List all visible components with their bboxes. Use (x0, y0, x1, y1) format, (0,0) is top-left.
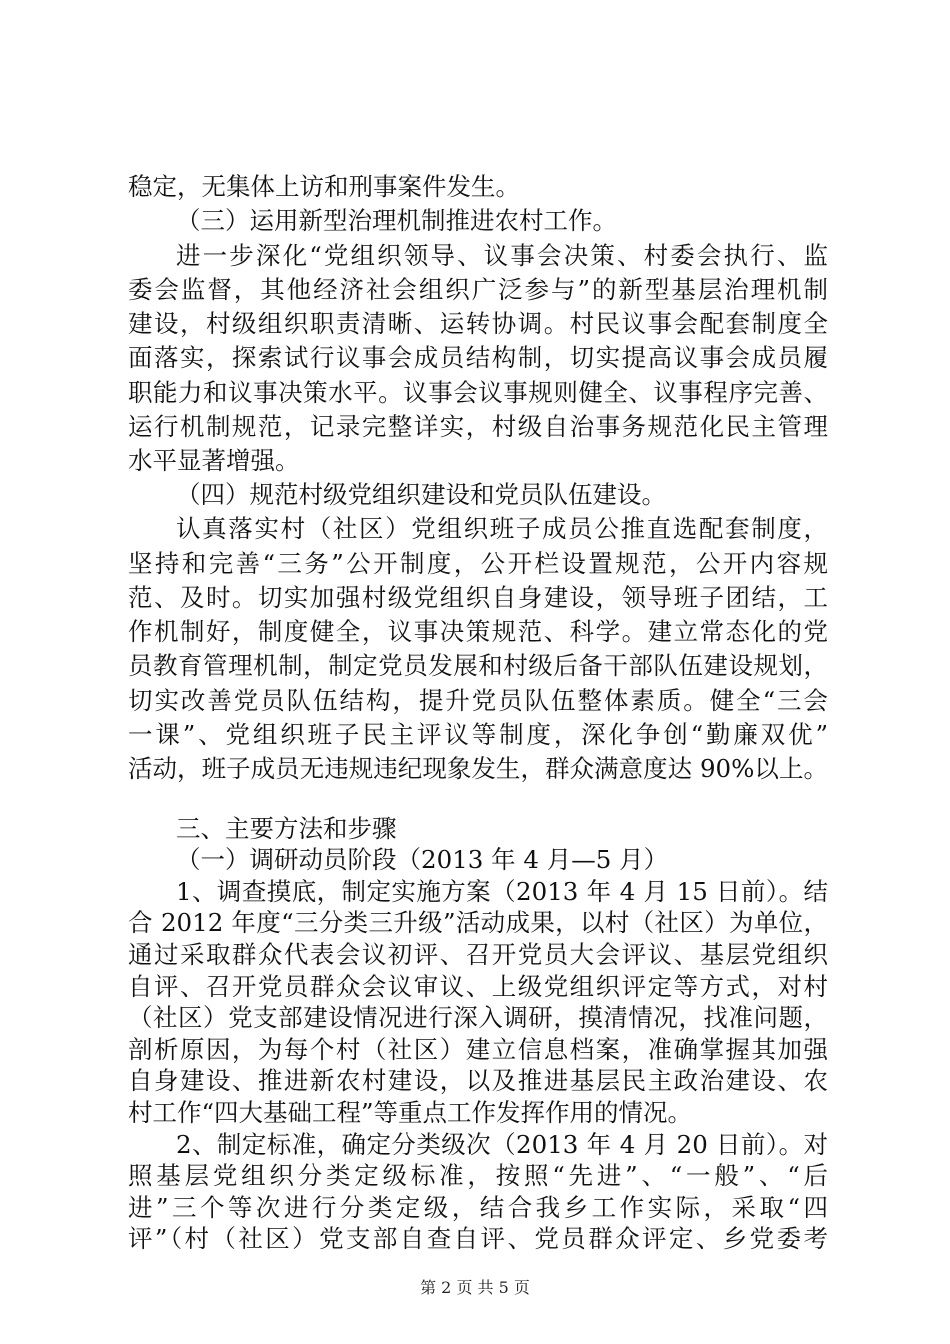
paragraph-line: 范、及时。切实加强村级党组织自身建设，领导班子团结，工 (128, 583, 828, 612)
paragraph-line: 村工作“四大基础工程”等重点工作发挥作用的情况。 (128, 1098, 693, 1127)
paragraph-line: 2、制定标准，确定分类级次（2013 年 4 月 20 日前）。对 (176, 1130, 828, 1159)
paragraph-line: 一课”、党组织班子民主评议等制度，深化争创“勤廉双优” (128, 720, 828, 749)
paragraph-line: 运行机制规范，记录完整详实，村级自治事务规范化民主管理 (128, 412, 828, 441)
page-number-label: 第 2 页 共 5 页 (420, 1278, 530, 1297)
paragraph-line: 自身建设、推进新农村建设，以及推进基层民主政治建设、农 (128, 1066, 828, 1095)
paragraph-line: 委会监督，其他经济社会组织广泛参与”的新型基层治理机制 (128, 275, 828, 304)
paragraph-line: 照基层党组织分类定级标准，按照“先进”、“一般”、“后 (128, 1161, 828, 1190)
section-heading: （三）运用新型治理机制推进农村工作。 (176, 206, 617, 235)
paragraph-line: 进一步深化“党组织领导、议事会决策、村委会执行、监 (176, 241, 828, 270)
paragraph-line: 进”三个等次进行分类定级，结合我乡工作实际，采取“四 (128, 1193, 828, 1222)
paragraph-line: 认真落实村（社区）党组织班子成员公推直选配套制度， (176, 514, 828, 543)
paragraph-line: 自评、召开党员群众会议审议、上级党组织评定等方式，对村 (128, 972, 828, 1001)
paragraph-line: 坚持和完善“三务”公开制度，公开栏设置规范，公开内容规 (128, 549, 828, 578)
paragraph-line: 稳定，无集体上访和刑事案件发生。 (128, 172, 520, 201)
paragraph-line: 切实改善党员队伍结构，提升党员队伍整体素质。健全“三会 (128, 686, 828, 715)
paragraph-line: （社区）党支部建设情况进行深入调研，摸清情况，找准问题， (128, 1003, 828, 1032)
paragraph-line: 合 2012 年度“三分类三升级”活动成果，以村（社区）为单位， (128, 908, 828, 937)
paragraph-line: 评”（村（社区）党支部自查自评、党员群众评定、乡党委考 (128, 1224, 828, 1253)
paragraph-line: 面落实，探索试行议事会成员结构制，切实提高议事会成员履 (128, 343, 828, 372)
paragraph-line: 剖析原因，为每个村（社区）建立信息档案，准确掌握其加强 (128, 1035, 828, 1064)
section-heading: （四）规范村级党组织建设和党员队伍建设。 (176, 480, 666, 509)
paragraph-line: 水平显著增强。 (128, 446, 300, 475)
paragraph-line: 作机制好，制度健全，议事决策规范、科学。建立常态化的党 (128, 617, 828, 646)
paragraph-line: 职能力和议事决策水平。议事会议事规则健全、议事程序完善、 (128, 378, 828, 407)
paragraph-line: 活动，班子成员无违规违纪现象发生，群众满意度达 90%以上。 (128, 754, 828, 783)
paragraph-line: 员教育管理机制，制定党员发展和村级后备干部队伍建设规划， (128, 651, 828, 680)
paragraph-line: 建设，村级组织职责清晰、运转协调。村民议事会配套制度全 (128, 309, 828, 338)
paragraph-line: 1、调查摸底，制定实施方案（2013 年 4 月 15 日前）。结 (176, 877, 828, 906)
section-heading: （一）调研动员阶段（2013 年 4 月—5 月） (176, 845, 669, 874)
page-footer (0, 1278, 950, 1298)
chapter-heading: 三、主要方法和步骤 (176, 814, 397, 843)
paragraph-line: 通过采取群众代表会议初评、召开党员大会评议、基层党组织 (128, 940, 828, 969)
